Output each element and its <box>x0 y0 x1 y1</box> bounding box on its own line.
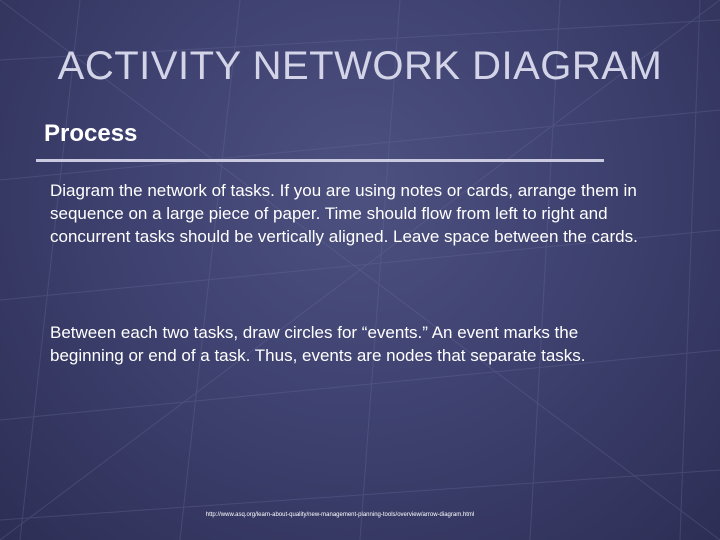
body-paragraph-2: Between each two tasks, draw circles for “events.” An event marks the beginning or end of a task. Thus, events are nodes that separate tasks. <box>50 323 586 365</box>
body-paragraph-1: Diagram the network of tasks. If you are using notes or cards, arrange them in sequence on a large piece of paper. Time should flow from left to right and concurrent tasks should be vertically aligned. Leave space between the cards. <box>50 181 638 246</box>
heading-divider <box>36 159 604 162</box>
source-url-link[interactable]: http://www.asq.org/learn-about-quality/new-management-planning-tools/overview/arrow-diagram.html <box>205 512 475 518</box>
slide-title: ACTIVITY NETWORK DIAGRAM <box>57 44 663 88</box>
section-heading: Process <box>44 120 138 147</box>
